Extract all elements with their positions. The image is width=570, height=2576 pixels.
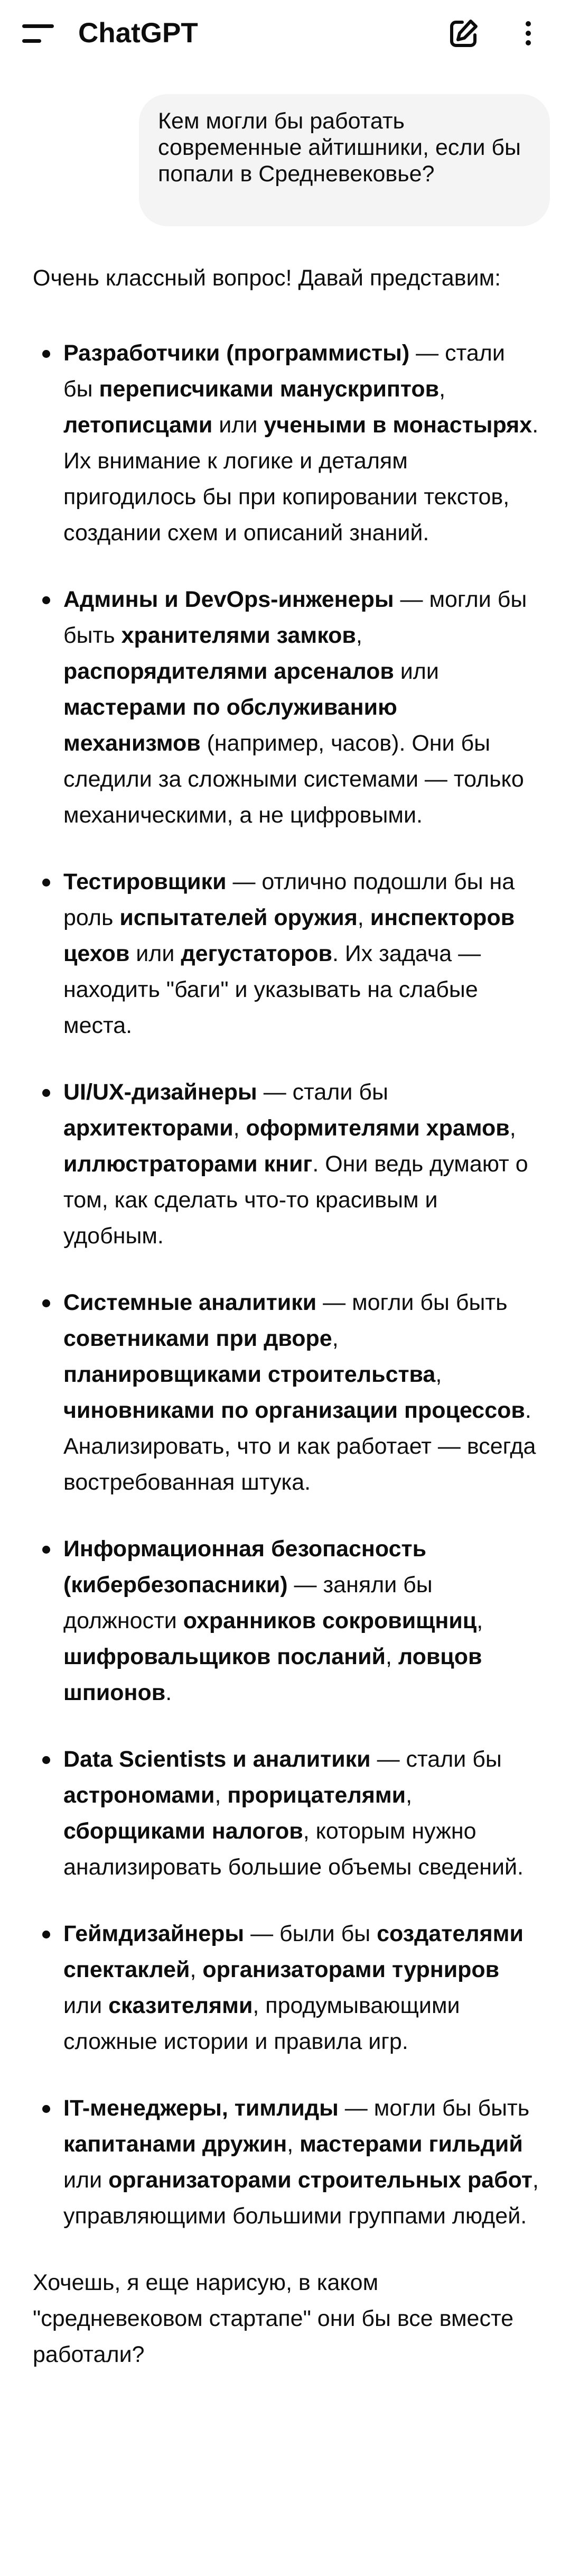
text: или — [394, 659, 439, 684]
bold-text: Разработчики (программисты) — [63, 340, 410, 366]
text: , — [435, 1362, 442, 1387]
text: — стали бы — [63, 340, 505, 402]
text: или — [129, 941, 181, 966]
text: — отлично подошли бы на роль — [63, 869, 515, 930]
bold-text: Data Scientists и аналитики — [63, 1747, 371, 1772]
text: — стали бы — [370, 1747, 502, 1772]
bullet-icon — [42, 1546, 50, 1554]
text: , — [439, 376, 446, 402]
user-message-bubble — [139, 94, 550, 226]
bullet-icon — [42, 596, 50, 604]
app-title: ChatGPT — [78, 17, 198, 49]
text: , — [509, 1115, 516, 1141]
bold-text: Геймдизайнеры — [63, 1921, 245, 1946]
list-item — [33, 1916, 540, 2060]
text: , — [332, 1326, 339, 1351]
bold-text: IT-менеджеры, тимлиды — [63, 2095, 339, 2121]
text: — могли бы быть — [63, 587, 527, 648]
bold-text: чиновниками по организации процессов — [63, 1398, 525, 1423]
menu-icon[interactable] — [22, 20, 55, 48]
bold-text: капитанами дружин — [63, 2131, 287, 2157]
bullet-icon — [42, 1299, 50, 1307]
bold-text: переписчиками манускриптов — [99, 376, 440, 402]
text: — могли бы быть — [338, 2095, 530, 2121]
text: , которым нужно анализировать большие объемы сведений. — [63, 1818, 524, 1880]
bold-text: мастерами гильдий — [300, 2131, 523, 2157]
bullet-icon — [42, 1931, 50, 1938]
bold-text: астрономами — [63, 1783, 215, 1808]
text: . — [165, 1680, 172, 1705]
bold-text: прорицателями — [227, 1783, 406, 1808]
list-item — [33, 1531, 540, 1711]
bold-text: Тестировщики — [63, 869, 227, 894]
bold-text: иллюстраторами книг — [63, 1151, 313, 1177]
assistant-intro: Очень классный вопрос! Давай представим: — [33, 265, 501, 291]
bold-text: летописцами — [63, 412, 213, 438]
assistant-message — [33, 260, 540, 2372]
text: — были бы — [244, 1921, 377, 1946]
text: , — [233, 1115, 246, 1141]
text: или — [212, 412, 264, 438]
bold-text: оформителями храмов — [246, 1115, 510, 1141]
bullet-icon — [42, 350, 50, 358]
bold-text: архитекторами — [63, 1115, 233, 1141]
text: . Анализировать, что и как работает — всегда востребованная штука. — [63, 1398, 536, 1495]
bold-text: Информационная безопасность (кибербезопасники) — [63, 1536, 427, 1598]
bold-text: учеными в монастырях — [264, 412, 532, 438]
list-item — [33, 864, 540, 1044]
bold-text: хранителями замков — [121, 623, 356, 648]
bold-text: испытателей оружия — [119, 905, 358, 930]
text: — могли бы быть — [316, 1290, 508, 1315]
list-item — [33, 1285, 540, 1500]
text: , — [190, 1957, 203, 1982]
text: — заняли бы должности — [63, 1572, 433, 1633]
text: , — [357, 905, 370, 930]
bold-text: сборщиками налогов — [63, 1818, 303, 1844]
text: , — [476, 1608, 483, 1633]
text: (например, часов). Они бы следили за сложными системами — только механическими, а не цифровыми. — [63, 731, 524, 828]
text: или — [63, 2167, 109, 2193]
edit-icon[interactable] — [446, 16, 481, 51]
bold-text: организаторами турниров — [202, 1957, 500, 1982]
list-item — [33, 2090, 540, 2234]
bold-text: шифровальщиков посланий — [63, 1644, 386, 1669]
text: , — [406, 1783, 413, 1808]
list-item — [33, 1741, 540, 1885]
bullet-icon — [42, 1756, 50, 1764]
text: , продумывающими сложные истории и правила игр. — [63, 1993, 460, 2054]
text: . Их внимание к логике и деталям пригодилось бы при копировании текстов, создании схем и описаний знаний. — [63, 412, 539, 546]
bold-text: дегустаторов — [181, 941, 332, 966]
list-item — [33, 1074, 540, 1254]
bold-text: UI/UX-дизайнеры — [63, 1079, 257, 1105]
assistant-list — [33, 335, 540, 2234]
bold-text: охранников сокровищниц — [183, 1608, 477, 1633]
text: . Они ведь думают о том, как сделать что-то красивым и удобным. — [63, 1151, 528, 1249]
bold-text: распорядителями арсеналов — [63, 659, 394, 684]
bullet-icon — [42, 879, 50, 887]
bullet-icon — [42, 2105, 50, 2113]
list-item — [33, 581, 540, 833]
bold-text: организаторами строительных работ — [108, 2167, 532, 2193]
bullet-icon — [42, 1089, 50, 1097]
text: , — [385, 1644, 398, 1669]
bold-text: создателями спектаклей — [63, 1921, 524, 1982]
text: . Их задача — находить "баги" и указывать на слабые места. — [63, 941, 481, 1038]
text: , — [356, 623, 362, 648]
list-item — [33, 335, 540, 551]
text: — стали бы — [257, 1079, 388, 1105]
bold-text: ловцов шпионов — [63, 1644, 482, 1705]
bold-text: сказителями — [108, 1993, 253, 2018]
text: , — [214, 1783, 228, 1808]
text: , — [287, 2131, 300, 2157]
bold-text: инспекторов цехов — [63, 905, 515, 966]
more-vertical-icon[interactable] — [520, 16, 536, 51]
text: , управляющими большими группами людей. — [63, 2167, 539, 2229]
bold-text: советниками при дворе — [63, 1326, 332, 1351]
user-message-text: Кем могли бы работать современные айтишники, если бы попали в Средневековье? — [158, 108, 521, 187]
text: или — [63, 1993, 109, 2018]
bold-text: Системные аналитики — [63, 1290, 317, 1315]
bold-text: мастерами по обслуживанию механизмов — [63, 695, 397, 756]
top-bar — [0, 0, 570, 68]
assistant-outro: Хочешь, я еще нарисую, в каком "средневековом стартапе" они бы все вместе работали? — [33, 2270, 514, 2367]
bold-text: Админы и DevOps-инженеры — [63, 587, 394, 612]
bold-text: планировщиками строительства — [63, 1362, 436, 1387]
